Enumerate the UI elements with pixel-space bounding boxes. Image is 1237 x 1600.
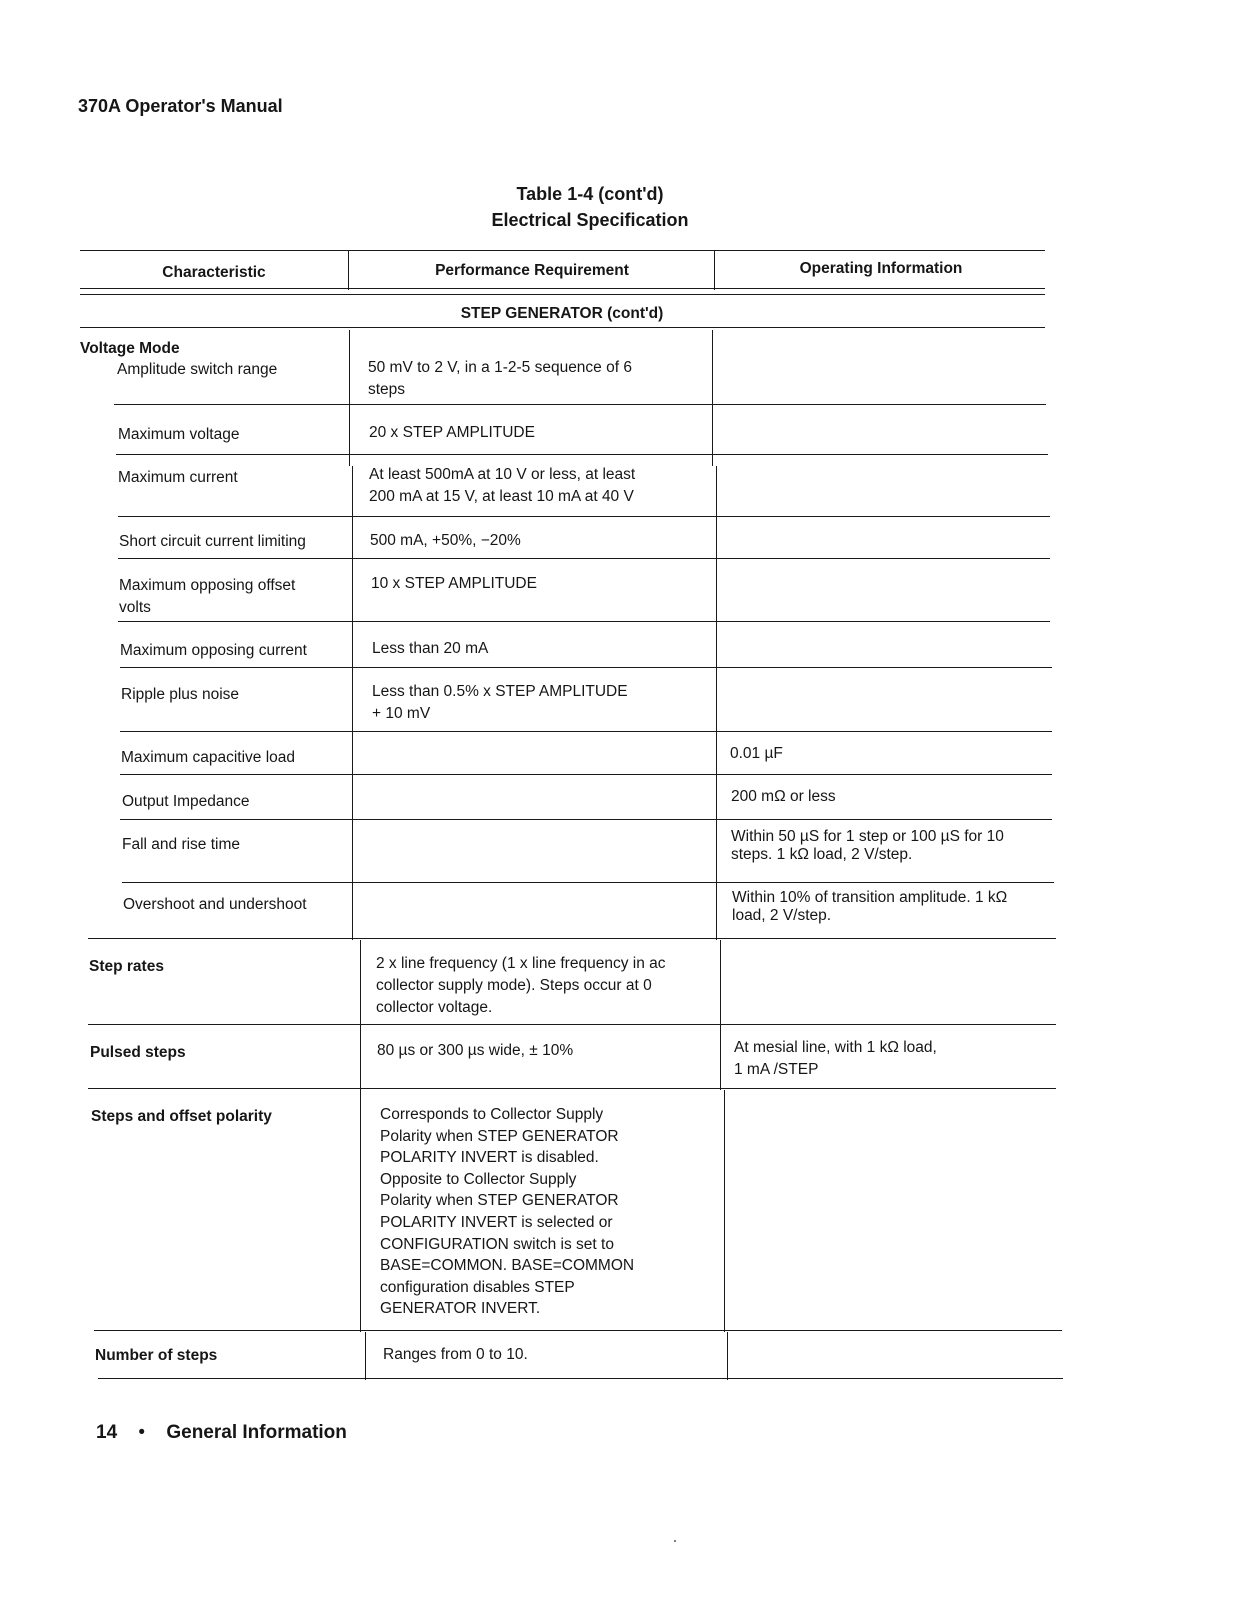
group-title: Voltage Mode — [80, 340, 180, 357]
characteristic-cell: Pulsed steps — [90, 1044, 186, 1061]
characteristic-cell: Output Impedance — [122, 793, 250, 810]
row-rule — [118, 516, 1050, 517]
performance-cell: Less than 0.5% x STEP AMPLITUDE + 10 mV — [372, 683, 628, 722]
performance-cell: 10 x STEP AMPLITUDE — [371, 575, 537, 592]
performance-cell: 500 mA, +50%, −20% — [370, 532, 521, 549]
column-header-characteristic: Characteristic — [162, 264, 266, 281]
performance-cell: Corresponds to Collector Supply Polarity when STEP GENERATOR POLARITY INVERT is disabled. Opposite to Collector Supply Polarity when STEP GENERATOR POLARITY INVERT is selected or CONFIGURATION switch is set to BASE=COMMON. BASE=COMMON configuration disables STEP GENERATOR INVERT. — [380, 1106, 635, 1318]
characteristic-cell: Fall and rise time — [122, 836, 241, 853]
section-title: STEP GENERATOR (cont'd) — [460, 305, 664, 322]
row-rule — [118, 558, 1050, 559]
operating-cell: Within 50 µS for 1 step or 100 µS for 10 steps. 1 kΩ load, 2 V/step. — [731, 828, 1004, 863]
performance-cell: 20 x STEP AMPLITUDE — [369, 424, 535, 441]
row-rule — [120, 667, 1052, 668]
section-rule — [80, 327, 1045, 328]
operating-cell: 200 mΩ or less — [731, 788, 836, 805]
col-divider-1a — [349, 330, 350, 466]
performance-cell: At least 500mA at 10 V or less, at least 200 mA at 15 V, at least 10 mA at 40 V — [369, 466, 636, 505]
characteristic-cell: Overshoot and undershoot — [123, 896, 307, 913]
footer-separator: • — [138, 1422, 146, 1443]
performance-cell: 80 µs or 300 µs wide, ± 10% — [377, 1042, 574, 1059]
header-divider-1 — [348, 250, 349, 290]
column-header-operating: Operating Information — [799, 260, 963, 277]
characteristic-cell: Ripple plus noise — [121, 686, 240, 703]
table-bottom-rule — [98, 1378, 1063, 1379]
characteristic-cell: Number of steps — [95, 1347, 218, 1364]
footer-section: General Information — [166, 1422, 347, 1443]
row-rule — [88, 1024, 1056, 1025]
characteristic-cell: Steps and offset polarity — [91, 1108, 272, 1125]
characteristic-cell: Amplitude switch range — [117, 361, 278, 378]
header-rule-1 — [80, 288, 1045, 289]
col-divider-2a — [712, 330, 713, 466]
manual-title: 370A Operator's Manual — [78, 96, 283, 116]
page-footer — [96, 1422, 347, 1444]
row-rule — [88, 938, 1056, 939]
operating-cell: Within 10% of transition amplitude. 1 kΩ load, 2 V/step. — [732, 889, 1008, 924]
row-rule — [88, 1088, 1056, 1089]
col-divider-1c — [360, 940, 361, 1332]
header-rule-2 — [80, 294, 1045, 295]
performance-cell: Less than 20 mA — [372, 640, 489, 657]
characteristic-cell: Maximum capacitive load — [121, 749, 296, 766]
col-divider-2e — [727, 1332, 728, 1380]
table-number: Table 1-4 (cont'd) — [516, 184, 664, 204]
column-header-performance: Performance Requirement — [435, 262, 629, 279]
performance-cell: Ranges from 0 to 10. — [383, 1346, 528, 1363]
characteristic-cell: Short circuit current limiting — [119, 533, 306, 550]
row-rule — [120, 774, 1052, 775]
characteristic-cell: Maximum current — [118, 469, 238, 486]
row-rule — [122, 882, 1054, 883]
header-divider-2 — [714, 250, 715, 290]
col-divider-2d — [724, 1090, 725, 1332]
scan-speck — [674, 1540, 676, 1542]
row-rule — [94, 1330, 1062, 1331]
performance-cell: 50 mV to 2 V, in a 1-2-5 sequence of 6 steps — [368, 359, 632, 398]
page-number: 14 — [96, 1422, 118, 1443]
performance-cell: 2 x line frequency (1 x line frequency in ac collector supply mode). Steps occur at 0 collector voltage. — [376, 955, 666, 1016]
col-divider-1b — [352, 466, 353, 940]
operating-cell: At mesial line, with 1 kΩ load, 1 mA /STEP — [734, 1039, 937, 1078]
table-title: Electrical Specification — [491, 210, 689, 230]
row-rule — [116, 454, 1048, 455]
row-rule — [118, 621, 1050, 622]
col-divider-2b — [716, 466, 717, 940]
characteristic-cell: Maximum opposing current — [120, 642, 307, 659]
row-rule — [114, 404, 1046, 405]
characteristic-cell: Maximum voltage — [118, 426, 240, 443]
characteristic-cell: Step rates — [89, 958, 164, 975]
row-rule — [120, 819, 1052, 820]
row-rule — [120, 731, 1052, 732]
characteristic-cell: Maximum opposing offset volts — [119, 577, 296, 616]
table-top-rule — [80, 250, 1045, 251]
col-divider-1d — [365, 1332, 366, 1380]
operating-cell: 0.01 µF — [730, 745, 783, 762]
